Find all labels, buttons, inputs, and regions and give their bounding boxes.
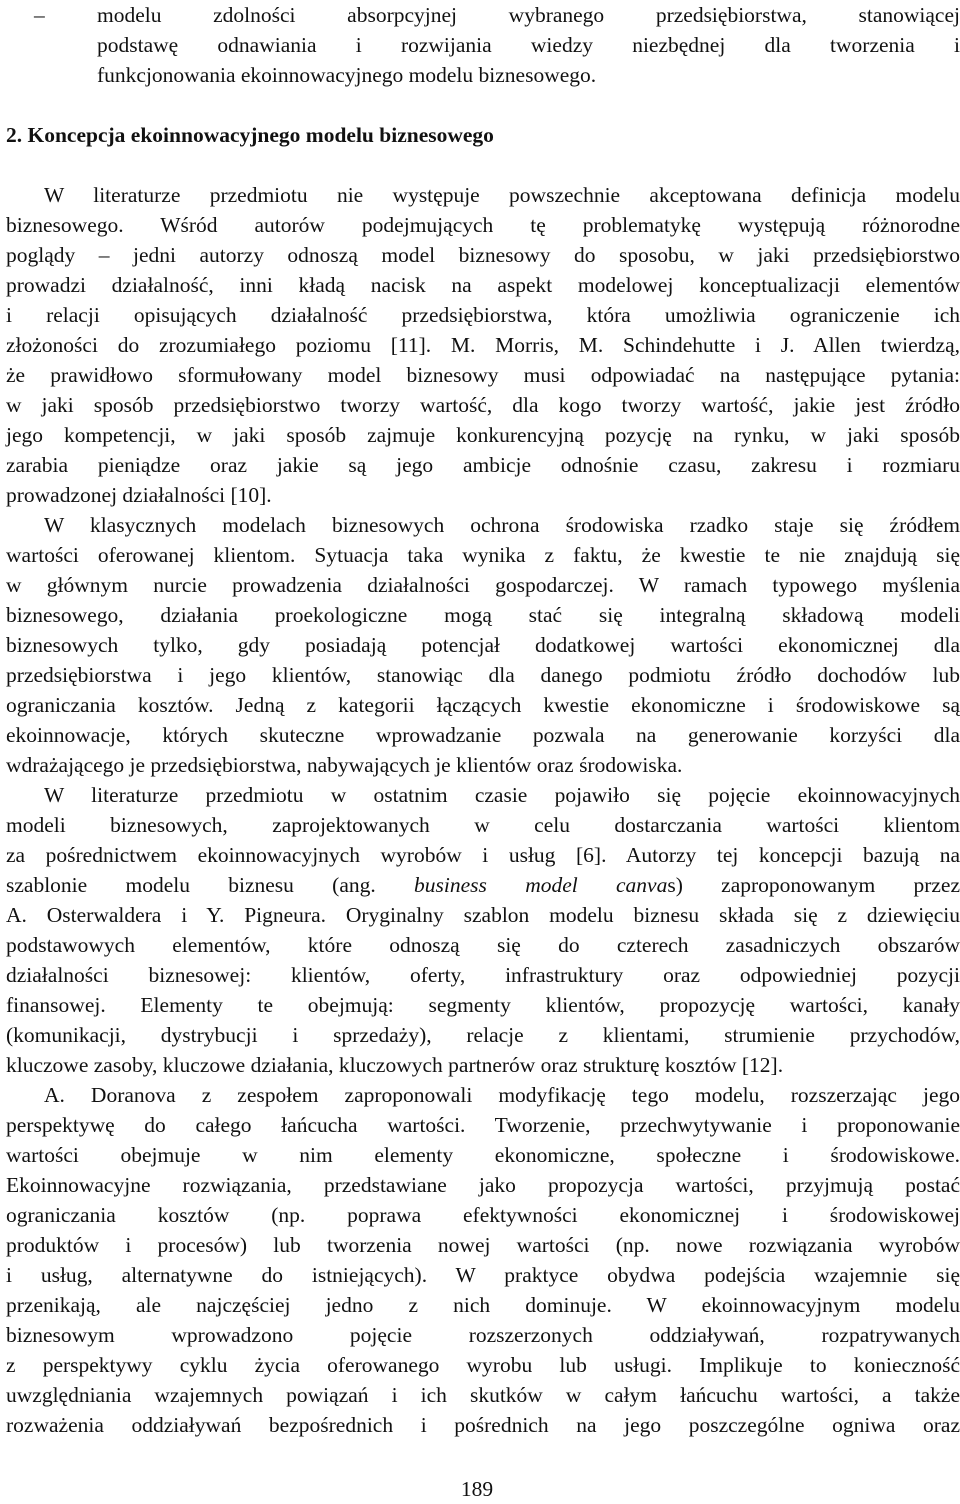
body-line: kluczowe zasoby, kluczowe działania, kluczowych partnerów oraz strukturę kosztów [12]. (6, 1053, 784, 1077)
list-text-line: podstawę odnawiania i rozwijania wiedzy niezbędnej dla tworzenia i (97, 33, 960, 57)
body-line: w jaki sposób przedsiębiorstwo tworzy wartość, dla kogo tworzy wartość, jakie jest źródło (6, 393, 960, 417)
body-line: biznesowych tylko, gdy posiadają potencjał dodatkowej wartości ekonomicznej dla (6, 633, 960, 657)
page-number: 189 (460, 1477, 494, 1501)
body-line-with-italic (6, 870, 960, 900)
body-line: ograniczania kosztów. Jedną z kategorii łączących kwestie ekonomiczne i środowiskowe są (6, 693, 960, 717)
body-line: produktów i procesów) lub tworzenia nowej wartości (np. nowe rozwiązania wyrobów (6, 1233, 960, 1257)
body-line: biznesowego, działania proekologiczne mogą stać się integralną składową modeli (6, 603, 960, 627)
body-line: złożoności do zrozumiałego poziomu [11]. M. Morris, M. Schindehutte i J. Allen twierdzą, (6, 333, 960, 357)
body-line: i usług, alternatywne do istniejących). W praktyce obydwa podejścia wzajemnie się (6, 1263, 960, 1287)
body-line: prowadzi działalność, inni kładą nacisk na aspekt modelowej konceptualizacji elementów (6, 273, 960, 297)
body-line: z perspektywy cyklu życia oferowanego wyrobu lub usługi. Implikuje to konieczność (6, 1353, 960, 1377)
body-line: modeli biznesowych, zaprojektowanych w celu dostarczania wartości klientom (6, 813, 960, 837)
body-line: biznesowego. Wśród autorów podejmujących tę problematykę występują różnorodne (6, 213, 960, 237)
list-text-line: funkcjonowania ekoinnowacyjnego modelu biznesowego. (97, 63, 597, 87)
body-line: przedsiębiorstwa i jego klientów, stanowiąc dla danego podmiotu źródło dochodów lub (6, 663, 960, 687)
body-line: uwzględniania wzajemnych powiązań i ich skutków w całym łańcuchu wartości, a także (6, 1383, 960, 1407)
body-line: że prawidłowo sformułowany model biznesowy musi odpowiadać na następujące pytania: (6, 363, 960, 387)
body-line: ekoinnowacje, których skuteczne wprowadzanie pozwala na generowanie korzyści dla (6, 723, 960, 747)
body-line: A. Doranova z zespołem zaproponowali modyfikację tego modelu, rozszerzając jego (44, 1083, 960, 1107)
body-line: ograniczania kosztów (np. poprawa efektywności ekonomicznej i środowiskowej (6, 1203, 960, 1227)
body-line: działalności biznesowej: klientów, oferty, infrastruktury oraz odpowiedniej pozycji (6, 963, 960, 987)
body-line: poglądy – jedni autorzy odnoszą model biznesowy do sposobu, w jaki przedsiębiorstwo (6, 243, 960, 267)
body-line: wartości obejmuje w nim elementy ekonomiczne, społeczne i środowiskowe. (6, 1143, 960, 1167)
document-page (6, 0, 960, 1501)
body-line: podstawowych elementów, które odnoszą się do czterech zasadniczych obszarów (6, 933, 960, 957)
body-line: finansowej. Elementy te obejmują: segmenty klientów, propozycję wartości, kanały (6, 993, 960, 1017)
list-dash: – (34, 3, 45, 27)
body-line: (komunikacji, dystrybucji i sprzedaży), relacje z klientami, strumienie przychodów, (6, 1023, 960, 1047)
list-text-line: modelu zdolności absorpcyjnej wybranego przedsiębiorstwa, stanowiącej (97, 3, 960, 27)
body-line: prowadzonej działalności [10]. (6, 483, 272, 507)
text-segment: s) zaproponowanym przez (667, 873, 960, 897)
body-line: za pośrednictwem ekoinnowacyjnych wyrobów i usług [6]. Autorzy tej koncepcji bazują na (6, 843, 960, 867)
body-line: Ekoinnowacyjne rozwiązania, przedstawiane jako propozycja wartości, przyjmują postać (6, 1173, 960, 1197)
body-line: perspektywę do całego łańcucha wartości. Tworzenie, przechwytywanie i proponowanie (6, 1113, 960, 1137)
body-line: wartości oferowanej klientom. Sytuacja taka wynika z faktu, że kwestie te nie znajdują się (6, 543, 960, 567)
body-line: W klasycznych modelach biznesowych ochrona środowiska rzadko staje się źródłem (44, 513, 960, 537)
text-segment: szablonie modelu biznesu (ang. (6, 873, 415, 897)
body-line: biznesowym wprowadzono pojęcie rozszerzonych oddziaływań, rozpatrywanych (6, 1323, 960, 1347)
body-line: jego kompetencji, w jaki sposób zajmuje konkurencyjną pozycję na rynku, w jaki sposób (6, 423, 960, 447)
body-line: przenikają, ale najczęściej jedno z nich dominuje. W ekoinnowacyjnym modelu (6, 1293, 960, 1317)
body-line: wdrażającego je przedsiębiorstwa, nabywających je klientów oraz środowiska. (6, 753, 683, 777)
body-line: A. Osterwaldera i Y. Pigneura. Oryginalny szablon modelu biznesu składa się z dziewięciu (6, 903, 960, 927)
body-line: i relacji opisujących działalność przedsiębiorstwa, która umożliwia ograniczenie ich (6, 303, 960, 327)
body-line: W literaturze przedmiotu w ostatnim czasie pojawiło się pojęcie ekoinnowacyjnych (44, 783, 960, 807)
section-heading: 2. Koncepcja ekoinnowacyjnego modelu biznesowego (6, 123, 494, 147)
body-line: W literaturze przedmiotu nie występuje powszechnie akceptowana definicja modelu (44, 183, 960, 207)
italic-term: business model canva (414, 873, 668, 897)
body-line: rozważenia oddziaływań bezpośrednich i pośrednich na jego poszczególne ogniwa oraz (6, 1413, 960, 1437)
body-line: zarabia pieniądze oraz jakie są jego ambicje odnośnie czasu, zakresu i rozmiaru (6, 453, 960, 477)
body-line: w głównym nurcie prowadzenia działalności gospodarczej. W ramach typowego myślenia (6, 573, 960, 597)
